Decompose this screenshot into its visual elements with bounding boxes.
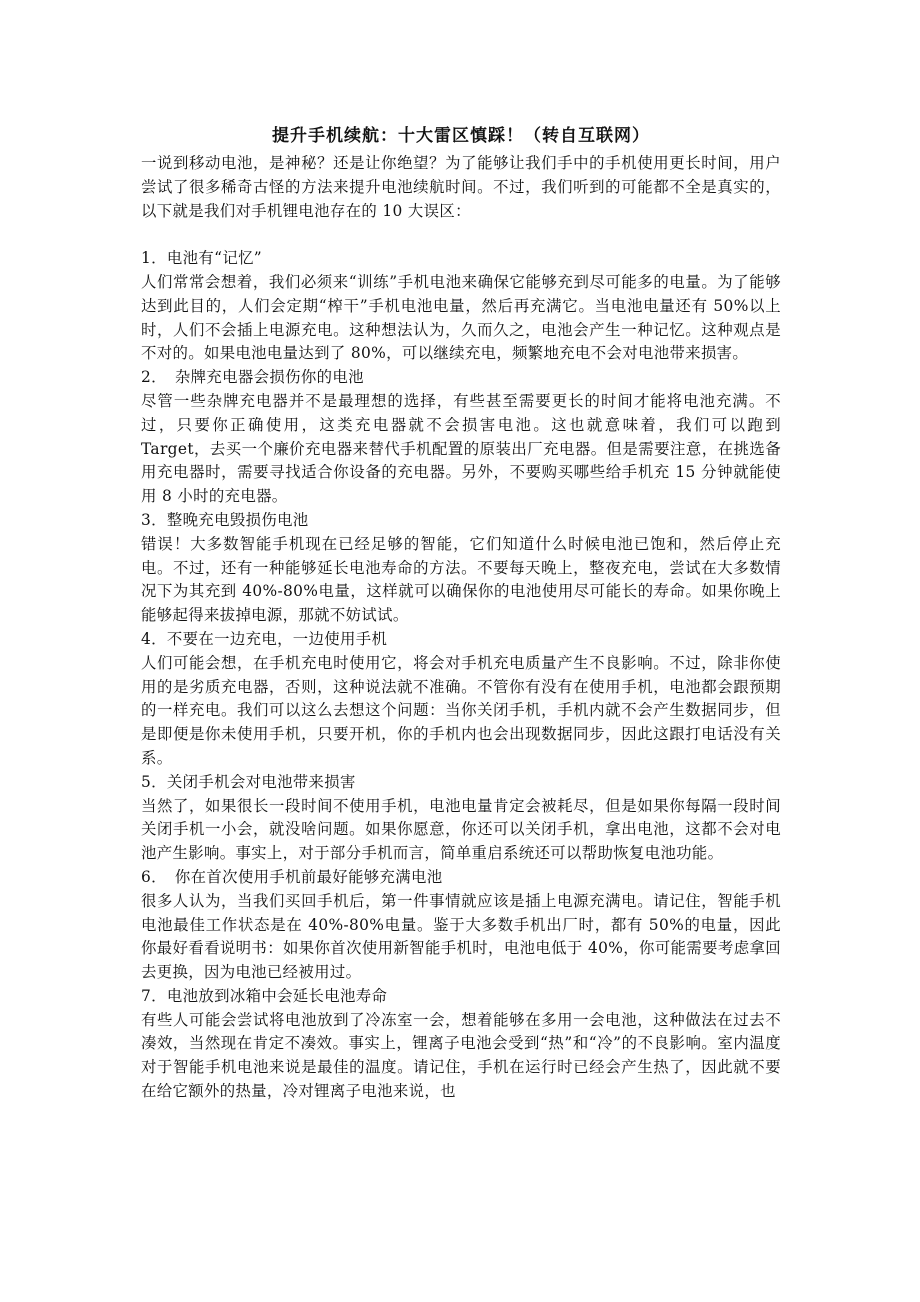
section-body-3: 错误！大多数智能手机现在已经足够的智能，它们知道什么时候电池已饱和，然后停止充电。不过，还有一种能够延长电池寿命的方法。不要每天晚上，整夜充电，尝试在大多数情况下为其充到 40%-80%电量，这样就可以确保你的电池使用尽可能长的寿命。如果你晚上能够起得来拔掉电源，那就不妨试试。 (141, 534, 781, 625)
document-title: 提升手机续航：十大雷区慎踩！（转自互联网） (272, 126, 650, 146)
section-heading-1: 1．电池有“记忆” (141, 249, 263, 268)
section-body-2: 尽管一些杂牌充电器并不是最理想的选择，有些甚至需要更长的时间才能将电池充满。不过，只要你正确使用，这类充电器就不会损害电池。这也就意味着，我们可以跑到 Target，去买一个廉价充电器来替代手机配置的原装出厂充电器。但是需要注意，在挑选备用充电器时，需要寻找适合你设备的充电器。另外，不要购买哪些给手机充 15 分钟就能使用 8 小时的充电器。 (141, 391, 781, 506)
section-heading-5: 5．关闭手机会对电池带来损害 (141, 772, 356, 791)
section-heading-7: 7．电池放到冰箱中会延长电池寿命 (141, 986, 388, 1005)
section-heading-2: 2． 杂牌充电器会损伤你的电池 (141, 368, 364, 387)
section-heading-6: 6． 你在首次使用手机前最好能够充满电池 (141, 867, 443, 886)
blank-line (141, 223, 781, 247)
section-body-7: 有些人可能会尝试将电池放到了冷冻室一会，想着能够在多用一会电池，这种做法在过去不凑效，当然现在肯定不凑效。事实上，锂离子电池会受到“热”和“冷”的不良影响。室内温度对于智能手机电池来说是最佳的温度。请记住，手机在运行时已经会产生热了，因此就不要在给它额外的热量，冷对锂离子电池来说，也 (141, 1010, 781, 1101)
section-body-5: 当然了，如果很长一段时间不使用手机，电池电量肯定会被耗尽，但是如果你每隔一段时间关闭手机一小会，就没啥问题。如果你愿意，你还可以关闭手机，拿出电池，这都不会对电池产生影响。事实上，对于部分手机而言，简单重启系统还可以帮助恢复电池功能。 (141, 796, 781, 863)
section-body-1: 人们常常会想着，我们必须来“训练”手机电池来确保它能够充到尽可能多的电量。为了能够达到此目的，人们会定期“榨干”手机电池电量，然后再充满它。当电池电量还有 50%以上时，人们不会插上电源充电。这种想法认为，久而久之，电池会产生一种记忆。这种观点是不对的。如果电池电量达到了 80%，可以继续充电，频繁地充电不会对电池带来损害。 (141, 272, 781, 363)
section-body-6: 很多人认为，当我们买回手机后，第一件事情就应该是插上电源充满电。请记住，智能手机电池最佳工作状态是在 40%-80%电量。鉴于大多数手机出厂时，都有 50%的电量，因此你最好看看说明书：如果你首次使用新智能手机时，电池电低于 40%，你可能需要考虑拿回去更换，因为电池已经被用过。 (141, 891, 781, 982)
section-heading-4: 4．不要在一边充电，一边使用手机 (141, 629, 388, 648)
intro-paragraph: 一说到移动电池，是神秘？还是让你绝望？为了能够让我们手中的手机使用更长时间，用户尝试了很多稀奇古怪的方法来提升电池续航时间。不过，我们听到的可能都不全是真实的，以下就是我们对手机锂电池存在的 10 大误区： (141, 154, 781, 220)
document-page (141, 124, 781, 1104)
section-body-4: 人们可能会想，在手机充电时使用它，将会对手机充电质量产生不良影响。不过，除非你使用的是劣质充电器，否则，这种说法就不准确。不管你有没有在使用手机，电池都会跟预期的一样充电。我们可以这么去想这个问题：当你关闭手机，手机内就不会产生数据同步，但是即便是你未使用手机，只要开机，你的手机内也会出现数据同步，因此这跟打电话没有关系。 (141, 653, 781, 767)
section-heading-3: 3．整晚充电毁损伤电池 (141, 510, 309, 529)
